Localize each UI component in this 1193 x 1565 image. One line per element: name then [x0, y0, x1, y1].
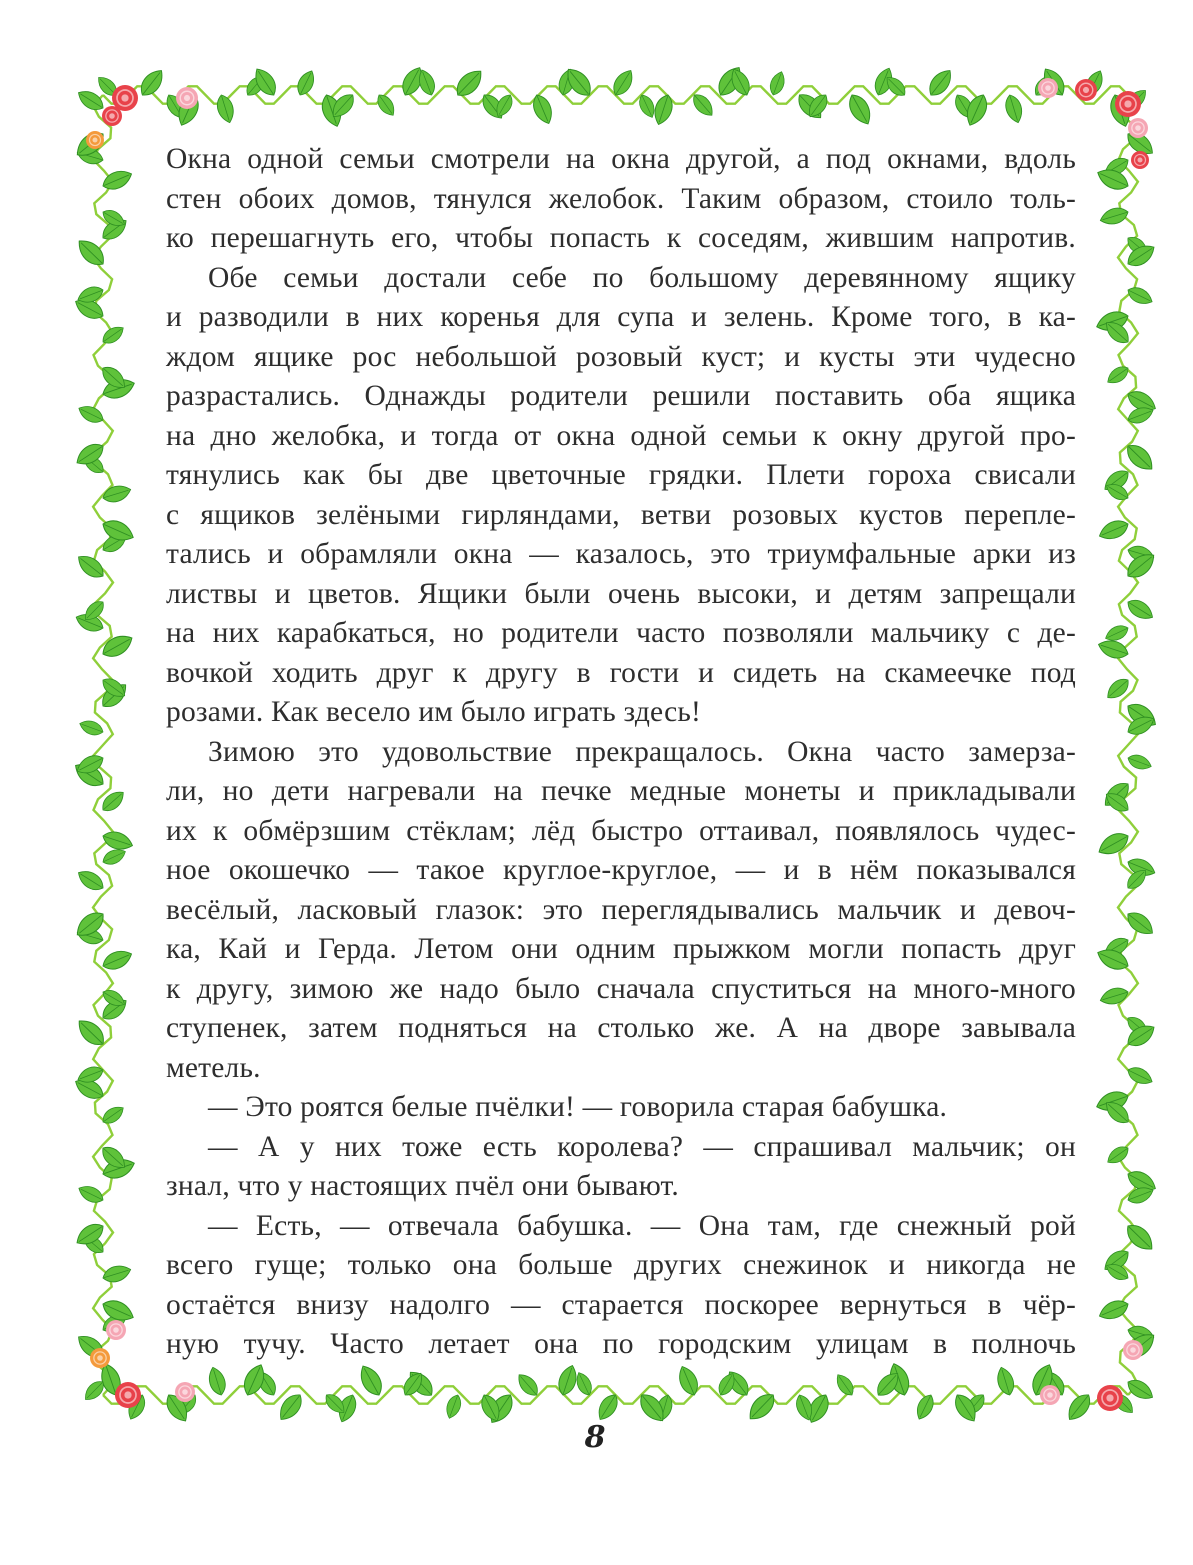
- leaf-icon: [1098, 985, 1130, 1008]
- text-line: ное окошечко — такое круглое-круглое, — и в нём показывался: [166, 854, 1076, 886]
- leaf-icon: [913, 1392, 937, 1422]
- text-line: ко перешагнуть его, чтобы попасть к соседям, жившим напротив.: [166, 222, 1076, 254]
- body-text: [166, 140, 1076, 1365]
- rose-icon: [1123, 1340, 1143, 1360]
- leaf-icon: [76, 402, 106, 426]
- text-line: ступенек, затем подняться на столько же. А на дворе завывала: [166, 1012, 1076, 1044]
- leaf-icon: [75, 86, 107, 114]
- leaf-icon: [98, 787, 127, 815]
- leaf-icon: [744, 1389, 779, 1425]
- rose-icon: [1131, 151, 1149, 169]
- text-line: листвы и цветов. Ящики были очень высоки, и детям запрещали: [166, 577, 1076, 610]
- text-line: на дно желобка, и тогда от окна одной семьи к окну другой про-: [166, 419, 1076, 452]
- text-line: ждом ящике рос небольшой розовый куст; и кусты эти чудесно: [166, 340, 1076, 373]
- leaf-icon: [1125, 284, 1155, 308]
- leaf-icon: [214, 93, 237, 125]
- text-line: разрастались. Однажды родители решили поставить оба ящика: [166, 380, 1076, 412]
- leaf-icon: [1103, 675, 1132, 703]
- text-line: вочкой ходить друг к другу в гости и сидеть на скамеечке под: [166, 656, 1076, 689]
- text-line: Обе семьи достали себе по большому деревянному ящику: [208, 261, 1076, 294]
- leaf-icon: [100, 947, 135, 974]
- leaf-icon: [1125, 1064, 1155, 1088]
- leaf-icon: [136, 66, 168, 100]
- leaf-icon: [73, 235, 109, 270]
- leaf-icon: [1104, 363, 1132, 388]
- leaf-icon: [845, 91, 876, 128]
- leaf-icon: [925, 66, 957, 100]
- text-line: всего гуще; только она больше других снежинок и никогда не: [166, 1249, 1076, 1281]
- rose-icon: [86, 131, 104, 149]
- text-line: тянулись как бы две цветочные грядки. Плети гороха свисали: [166, 459, 1076, 491]
- text-line: с ящиков зелёными гирляндами, ветви розовых кустов перепле-: [166, 498, 1076, 531]
- leaf-icon: [78, 718, 106, 738]
- leaf-icon: [1095, 829, 1132, 860]
- leaf-icon: [101, 1262, 133, 1285]
- text-line: знал, что у настоящих пчёл они бывают.: [166, 1170, 679, 1202]
- leaf-icon: [294, 68, 318, 98]
- leaf-icon: [76, 1182, 106, 1206]
- text-line: к другу, зимою же надо было сначала спуститься на много-много: [166, 972, 1076, 1005]
- rose-icon: [176, 87, 198, 109]
- text-line: ка, Кай и Герда. Летом они одним прыжком могли попасть друг: [166, 933, 1076, 965]
- text-line: тались и обрамляли окна — казалось, это триумфальные арки из: [166, 538, 1076, 570]
- text-line: Зимою это удовольствие прекращалось. Окна часто замерза-: [208, 735, 1076, 768]
- text-line: весёлый, ласковый глазок: это переглядывались мальчик и девоч-: [166, 893, 1076, 926]
- text-line: стен обоих домов, тянулся желобок. Таким образом, стоило толь-: [166, 182, 1076, 215]
- leaf-icon: [529, 92, 556, 127]
- leaf-icon: [1003, 93, 1026, 125]
- leaf-icon: [651, 93, 676, 127]
- leaf-icon: [206, 1365, 229, 1397]
- rose-icon: [175, 1382, 195, 1402]
- rose-icon: [1097, 1385, 1123, 1411]
- leaf-icon: [101, 482, 133, 505]
- rose-icon: [1075, 79, 1097, 101]
- text-line: Окна одной семьи смотрели на окна другой, а под окнами, вдоль: [166, 143, 1076, 175]
- leaf-icon: [1063, 1390, 1095, 1424]
- leaf-icon: [443, 1393, 463, 1421]
- leaf-icon: [1122, 1220, 1158, 1255]
- rose-icon: [90, 1348, 110, 1368]
- leaf-icon: [99, 1103, 127, 1128]
- leaf-icon: [1098, 205, 1130, 228]
- text-line: остаётся внизу надолго — старается поскорее вернуться в чёр-: [166, 1288, 1076, 1321]
- text-line: — Есть, — отвечала бабушка. — Она там, где снежный рой: [208, 1209, 1076, 1242]
- text-line: их к обмёрзшим стёклам; лёд быстро оттаивал, появлялось чудес-: [166, 814, 1076, 847]
- text-line: — Это роятся белые пчёлки! — говорила старая бабушка.: [208, 1091, 948, 1123]
- text-line: и разводили в них коренья для супа и зелень. Кроме того, в ка-: [166, 301, 1076, 333]
- leaf-icon: [1123, 908, 1157, 940]
- leaf-icon: [99, 630, 136, 661]
- rose-icon: [115, 1382, 141, 1408]
- text-line: ли, но дети нагревали на печке медные монеты и прикладывали: [166, 775, 1076, 807]
- rose-icon: [1040, 1385, 1060, 1405]
- text-line: на них карабкаться, но родители часто позволяли мальчику с де-: [166, 617, 1076, 649]
- text-line: метель.: [166, 1051, 261, 1084]
- rose-icon: [1128, 118, 1148, 138]
- rose-icon: [1038, 78, 1058, 98]
- leaf-icon: [994, 1365, 1017, 1397]
- text-line: ную тучу. Часто летает она по городским улицам в полночь: [166, 1328, 1076, 1360]
- rose-icon: [1115, 91, 1141, 117]
- leaf-icon: [1126, 752, 1154, 772]
- leaf-icon: [452, 65, 487, 101]
- leaf-icon: [1096, 517, 1131, 544]
- leaf-icon: [74, 551, 108, 583]
- rose-icon: [102, 106, 122, 126]
- leaf-icon: [675, 1363, 702, 1398]
- leaf-icon: [355, 1362, 386, 1399]
- text-line: — А у них тоже есть королева? — спрашивал мальчик; он: [208, 1130, 1076, 1163]
- rose-icon: [106, 1320, 126, 1340]
- leaf-icon: [275, 1390, 307, 1424]
- leaf-icon: [767, 70, 787, 98]
- leaf-icon: [555, 1363, 580, 1397]
- page-number: 8: [584, 1420, 606, 1455]
- text-line: розами. Как весело им было играть здесь!: [166, 696, 702, 728]
- leaf-icon: [1124, 1376, 1156, 1404]
